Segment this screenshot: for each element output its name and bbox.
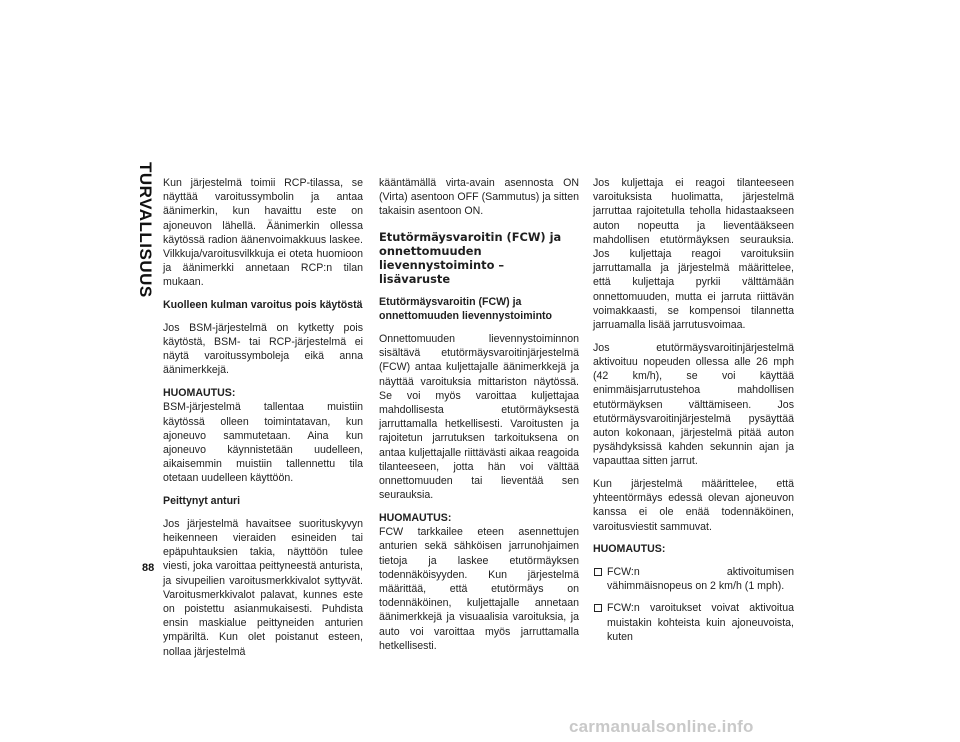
section-tab bbox=[136, 160, 156, 360]
note bbox=[163, 386, 363, 485]
section-title: Etutörmäysvaroitin (FCW) ja onnettomuuden lievennystoiminto – lisävaruste bbox=[379, 229, 562, 286]
paragraph: Kun järjestelmä toimii RCP-tilassa, se näyttää varoitussymbolin ja antaa äänimerkin, kun havaittu este on ajoneuvon lähellä. Äänimerkin ollessa käytössä radion äänenvoimakkuus laskee. Vilkkuja/varoitusvilkkuja ei oteta huomioon ja äänimerkki annetaan RCP:n tilan mukaan. bbox=[163, 177, 363, 289]
note bbox=[379, 511, 579, 653]
note-text: FCW tarkkailee eteen asennettujen anturien sekä sähköisen jarrunohjaimen tietoja ja laskee etutörmäyksen todennäköisyyden. Kun järjestelmä määrittää, että etutörmäys on todennäköinen, kuljettajalle annetaan äänimerkkejä ja visuaalisia varoituksia, ja auto voi varoittaa myös jarruttamalla hetkellisesti. bbox=[379, 526, 579, 652]
bullet-text: FCW:n varoitukset voivat aktivoitua muistakin kohteista kuin ajoneuvoista, kuten bbox=[607, 602, 794, 643]
checkbox-bullet-icon bbox=[594, 568, 602, 576]
paragraph: Kun järjestelmä määrittelee, että yhteentörmäys edessä olevan ajoneuvon kanssa ei ole enää todennäköinen, varoitusviestit sammuvat. bbox=[593, 478, 794, 533]
subheading: Kuolleen kulman varoitus pois käytöstä bbox=[163, 299, 363, 312]
section-tab-label: TURVALLISUUS bbox=[136, 162, 155, 298]
column-1 bbox=[163, 176, 363, 667]
paragraph: Onnettomuuden lievennystoiminnon sisältävä etutörmäysvaroitinjärjestelmä (FCW) antaa kuljettajalle äänimerkkejä ja näyttää varoituksia mittariston näytössä. Se voi myös varoittaa kuljettajaa mahdollisesta etutörmäyksestä jarruttamalla hetkellisesti. Varoitusten ja rajoitetun jarrutuksen tarkoituksena on antaa kuljettajalle riittävästi aikaa reagoida tilanteeseen, jotta hän voi välttää onnettomuuden tai lieventää sen seurauksia. bbox=[379, 333, 579, 502]
paragraph: Jos etutörmäysvaroitinjärjestelmä aktivoituu nopeuden ollessa alle 26 mph (42 km/h), se voi käyttää enimmäisjarrutustehoa mahdollisen etutörmäyksen välttämiseen. Jos etutörmäysvaroitinjärjestelmä pysäyttää auton kokonaan, järjestelmä pitää auton pysähdyksissä kahden sekunnin ajan ja vapauttaa sitten jarrut. bbox=[593, 341, 794, 468]
note-title: HUOMAUTUS: bbox=[379, 511, 452, 524]
paragraph: Jos BSM-järjestelmä on kytketty pois käytöstä, BSM- tai RCP-järjestelmä ei näytä varoitussymboleja eikä anna äänimerkkejä. bbox=[163, 321, 363, 377]
column-3 bbox=[593, 176, 794, 652]
column-2 bbox=[379, 176, 579, 661]
page-number: 88 bbox=[142, 562, 155, 574]
note-title: HUOMAUTUS: bbox=[593, 543, 666, 556]
bullet-item bbox=[593, 601, 794, 644]
paragraph: kääntämällä virta-avain asennosta ON (Virta) asentoon OFF (Sammutus) ja sitten takaisin asentoon ON. bbox=[379, 177, 579, 218]
note-text: BSM-järjestelmä tallentaa muistiin käytössä olleen toimintatavan, kun ajoneuvo sammutetaan. Aina kun ajoneuvo käynnistetään uudelleen, aikaisemmin muistiin tallennettu tila otetaan uudelleen käyttöön. bbox=[163, 401, 363, 485]
bullet-item bbox=[593, 565, 794, 593]
bullet-text: FCW:n aktivoitumisen vähimmäisnopeus on 2 km/h (1 mph). bbox=[607, 566, 794, 593]
checkbox-bullet-icon bbox=[594, 604, 602, 612]
watermark: carmanualsonline.info bbox=[569, 717, 754, 736]
note-title: HUOMAUTUS: bbox=[163, 387, 236, 400]
paragraph: Jos kuljettaja ei reagoi tilanteeseen varoituksista huolimatta, järjestelmä jarruttaa rajoitetulla teholla hidastaakseen auton nopeutta ja lieventääkseen mahdollisen etutörmäyksen seurauksia. Jos kuljettaja reagoi varoituksiin jarruttamalla ja järjestelmä määrittelee, että kuljettaja pyrkii välttämään onnettomuuden, mutta ei jarruta riittävän voimakkaasti, se kompensoi tilannetta jarruamalla lisää jarrutusvoimaa. bbox=[593, 177, 794, 332]
subheading: Peittynyt anturi bbox=[163, 495, 241, 508]
paragraph: Jos järjestelmä havaitsee suorituskyvyn heikenneen vieraiden esineiden tai epäpuhtauksien takia, näyttöön tulee viesti, joka varoittaa peittyneestä anturista, ja sivupeilien varoitusmerkkivalot syttyvät. Varoitusmerkkivalot palavat, kunnes este on poistettu asianmukaisesti. Puhdista ensin maskialue peittyneiden anturien ympäriltä. Kun olet poistanut esteen, nollaa järjestelmä bbox=[163, 517, 363, 658]
subsection-title: Etutörmäysvaroitin (FCW) ja onnettomuuden lievennystoiminto bbox=[379, 295, 553, 322]
